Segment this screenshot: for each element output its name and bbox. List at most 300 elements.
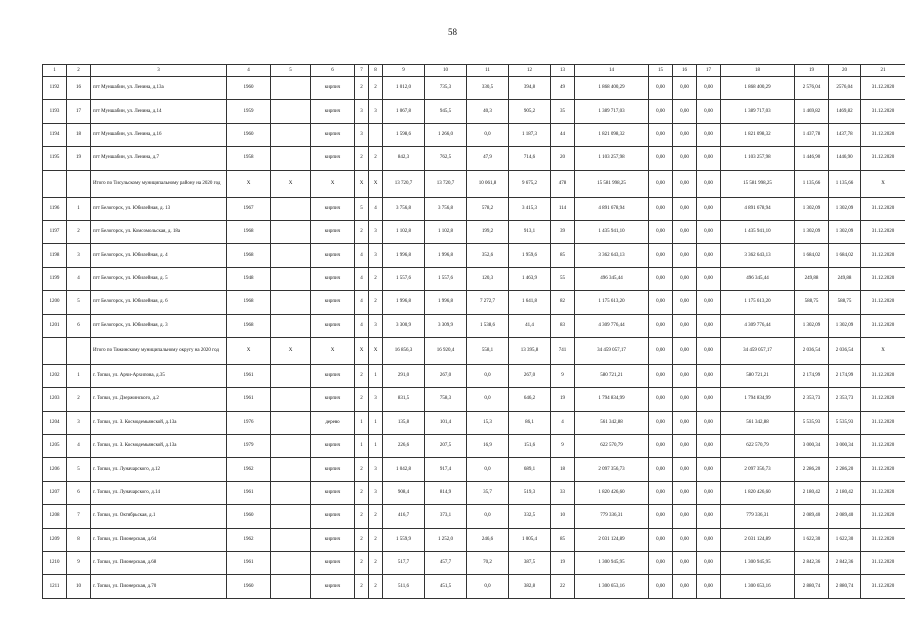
table-cell: 85 [551, 528, 575, 551]
table-cell: 1194 [43, 123, 67, 146]
table-cell: 4 891 678,94 [575, 197, 649, 220]
table-cell: 1 996,8 [383, 291, 425, 314]
table-cell: X [271, 337, 311, 364]
table-cell: 2 [355, 552, 369, 575]
table-cell: 0,00 [673, 197, 697, 220]
table-cell: 1204 [43, 411, 67, 434]
table-cell: 1 794 834,99 [721, 388, 795, 411]
table-cell: 0,00 [649, 77, 673, 100]
housing-repair-table [42, 64, 905, 599]
table-cell: кирпич [311, 220, 355, 243]
column-number-cell: 8 [369, 65, 383, 77]
table-cell: 2 286,20 [829, 458, 861, 481]
table-cell: 1960 [227, 77, 271, 100]
table-cell: 2 [369, 505, 383, 528]
table-cell: 2 [369, 528, 383, 551]
table-cell: 3 000,34 [795, 435, 829, 458]
table-row [43, 528, 905, 551]
table-cell: 1446,90 [829, 147, 861, 170]
table-cell [271, 435, 311, 458]
table-cell: 13 720,7 [383, 170, 425, 197]
table-cell: 0,00 [649, 388, 673, 411]
table-cell: 1209 [43, 528, 67, 551]
table-cell: 2 031 124,89 [575, 528, 649, 551]
table-cell: 2 880,74 [829, 575, 861, 598]
table-cell: 249,88 [795, 267, 829, 290]
address-cell: пгт Белогорск, ул. Юбилейная, д. 4 [91, 244, 227, 267]
table-cell: 15,3 [467, 411, 509, 434]
table-cell: 1 437,78 [795, 123, 829, 146]
table-cell: 2 174,99 [795, 364, 829, 387]
table-cell: 457,7 [425, 552, 467, 575]
table-cell: 0,00 [673, 481, 697, 504]
table-cell: 7 272,7 [467, 291, 509, 314]
table-cell: X [311, 170, 355, 197]
table-cell: 1 559,9 [383, 528, 425, 551]
table-cell: 1 868 400,29 [721, 77, 795, 100]
address-cell: г. Топки, ул. Арчи-Архипова, д.35 [91, 364, 227, 387]
table-cell: 1 821 098,32 [721, 123, 795, 146]
table-cell: 5 [67, 291, 91, 314]
table-row [43, 314, 905, 337]
table-cell: 19 [551, 552, 575, 575]
table-cell: кирпич [311, 77, 355, 100]
table-row [43, 77, 905, 100]
table-cell: кирпич [311, 458, 355, 481]
table-cell: 779 336,31 [721, 505, 795, 528]
table-cell: 22 [551, 575, 575, 598]
table-cell: 0,00 [673, 170, 697, 197]
table-cell: 2 842,36 [829, 552, 861, 575]
table-cell [271, 291, 311, 314]
table-cell: 6 [67, 314, 91, 337]
table-cell: 1199 [43, 267, 67, 290]
address-cell: г. Топки, ул. З. Космодемьянской, д.13а [91, 411, 227, 434]
table-cell: 1 187,3 [509, 123, 551, 146]
table-cell: 561 342,88 [721, 411, 795, 434]
table-cell: X [369, 337, 383, 364]
table-cell: 1960 [227, 505, 271, 528]
table-cell: 0,00 [697, 100, 721, 123]
table-cell: 31.12.2020 [861, 388, 905, 411]
table-cell [67, 170, 91, 197]
table-cell: 3 756,8 [425, 197, 467, 220]
table-cell: 1 622,30 [829, 528, 861, 551]
table-cell: 39 [551, 220, 575, 243]
table-row [43, 147, 905, 170]
table-cell: 31.12.2020 [861, 435, 905, 458]
table-cell: 0,00 [697, 147, 721, 170]
table-cell: 0,00 [697, 197, 721, 220]
table-cell: 3 [369, 244, 383, 267]
table-cell: 3 [369, 220, 383, 243]
table-cell: 2 097 356,73 [721, 458, 795, 481]
table-cell: кирпич [311, 100, 355, 123]
table-cell: 1437,78 [829, 123, 861, 146]
table-cell: 0,00 [673, 435, 697, 458]
table-cell: 2 [369, 77, 383, 100]
table-cell: кирпич [311, 388, 355, 411]
column-number-cell: 21 [861, 65, 905, 77]
table-cell: X [311, 337, 355, 364]
address-cell: г. Топки, ул. Октябрьская, д.1 [91, 505, 227, 528]
table-cell: 1 389 717,03 [575, 100, 649, 123]
table-cell: 1968 [227, 291, 271, 314]
table-cell: 15 581 998,25 [575, 170, 649, 197]
table-cell: 1967 [227, 197, 271, 220]
table-cell: 1961 [227, 481, 271, 504]
table-cell: 646,2 [509, 388, 551, 411]
table-cell: 5 [67, 458, 91, 481]
table-cell: 814,9 [425, 481, 467, 504]
table-cell: 2 180,42 [829, 481, 861, 504]
table-cell: 382,8 [509, 575, 551, 598]
table-cell: 6 [67, 481, 91, 504]
table-cell: 2 [369, 575, 383, 598]
column-number-cell: 2 [67, 65, 91, 77]
table-row [43, 552, 905, 575]
table-cell: 0,00 [673, 77, 697, 100]
table-cell: кирпич [311, 575, 355, 598]
table-cell: 0,00 [673, 314, 697, 337]
table-cell [271, 123, 311, 146]
table-cell: 226,6 [383, 435, 425, 458]
table-cell: 0,00 [649, 435, 673, 458]
table-cell: 4 309 776,44 [721, 314, 795, 337]
column-number-cell: 11 [467, 65, 509, 77]
table-cell: 3 [369, 100, 383, 123]
table-cell: 1968 [227, 314, 271, 337]
table-cell: 0,00 [673, 147, 697, 170]
table-cell [271, 314, 311, 337]
table-cell: 496 345,44 [721, 267, 795, 290]
table-cell: 905,2 [509, 100, 551, 123]
column-number-cell: 15 [649, 65, 673, 77]
table-cell: 2 353,73 [829, 388, 861, 411]
table-cell: 588,75 [795, 291, 829, 314]
table-cell: 1 [369, 435, 383, 458]
address-cell: пгт Муншабин, ул. Ленина, д.16 [91, 123, 227, 146]
table-cell: 0,0 [467, 364, 509, 387]
table-cell: 416,7 [383, 505, 425, 528]
table-cell: 0,00 [673, 123, 697, 146]
table-cell: 1211 [43, 575, 67, 598]
table-cell: 31.12.2020 [861, 552, 905, 575]
column-number-cell: 4 [227, 65, 271, 77]
table-cell: 622 570,79 [721, 435, 795, 458]
table-cell: 4 [551, 411, 575, 434]
table-cell [271, 100, 311, 123]
table-cell: 1192 [43, 77, 67, 100]
table-cell: 1 794 834,99 [575, 388, 649, 411]
table-cell: X [227, 337, 271, 364]
table-cell: 2 180,42 [795, 481, 829, 504]
table-cell: 0,00 [673, 291, 697, 314]
table-cell: 31.12.2020 [861, 505, 905, 528]
table-cell: 1 996,8 [425, 244, 467, 267]
table-cell: 4 [355, 267, 369, 290]
table-cell: 1208 [43, 505, 67, 528]
table-cell: X [227, 170, 271, 197]
table-cell: 1 [67, 197, 91, 220]
table-cell: кирпич [311, 244, 355, 267]
table-cell: кирпич [311, 123, 355, 146]
table-cell: 114 [551, 197, 575, 220]
table-cell: кирпич [311, 291, 355, 314]
table-cell: 1 005,4 [509, 528, 551, 551]
table-cell: 2 [355, 575, 369, 598]
table-cell: 249,88 [829, 267, 861, 290]
table-cell: 1 435 941,10 [721, 220, 795, 243]
table-cell: 741 [551, 337, 575, 364]
address-cell: г. Топки, ул. Пионерская, д.70 [91, 575, 227, 598]
table-cell: 0,00 [673, 100, 697, 123]
table-cell: 1202 [43, 364, 67, 387]
table-cell: 3 [67, 411, 91, 434]
table-cell: 0,00 [697, 505, 721, 528]
table-cell [271, 481, 311, 504]
column-number-cell: 6 [311, 65, 355, 77]
table-cell: 31.12.2020 [861, 147, 905, 170]
table-cell: 2 [355, 505, 369, 528]
table-cell: 4 [355, 291, 369, 314]
table-cell: X [369, 170, 383, 197]
address-cell: Итого по Тисульскому муниципальному району на 2020 год [91, 170, 227, 197]
table-cell: 1 [369, 364, 383, 387]
table-cell: 0,00 [697, 388, 721, 411]
table-cell: 4 [67, 267, 91, 290]
table-cell: 1198 [43, 244, 67, 267]
table-cell: 1 [369, 411, 383, 434]
table-cell: 1 [355, 411, 369, 434]
table-cell: 0,00 [649, 481, 673, 504]
table-cell: 20 [551, 147, 575, 170]
table-cell: 101,4 [425, 411, 467, 434]
table-cell: 1 135,66 [829, 170, 861, 197]
table-cell: 16,9 [467, 435, 509, 458]
table-cell: X [355, 337, 369, 364]
table-cell: 945,5 [425, 100, 467, 123]
table-cell: 5 535,93 [795, 411, 829, 434]
table-cell: 31.12.2020 [861, 197, 905, 220]
table-cell: 1210 [43, 552, 67, 575]
table-cell: 31.12.2020 [861, 123, 905, 146]
table-cell: 291,0 [383, 364, 425, 387]
table-cell: 0,00 [673, 388, 697, 411]
table-cell: 2 036,54 [829, 337, 861, 364]
table-cell: 0,00 [697, 411, 721, 434]
table-row [43, 123, 905, 146]
column-number-row [43, 65, 905, 77]
table-cell: 18 [551, 458, 575, 481]
table-row [43, 100, 905, 123]
table-cell: 2 [355, 364, 369, 387]
address-cell: г. Топки, ул. Луначарского, д.14 [91, 481, 227, 504]
table-cell: 49 [551, 77, 575, 100]
table-cell: 2 [369, 147, 383, 170]
table-cell: кирпич [311, 267, 355, 290]
table-cell: 10 061,8 [467, 170, 509, 197]
table-cell: 3 362 643,13 [575, 244, 649, 267]
table-cell: кирпич [311, 505, 355, 528]
table-cell: 1968 [227, 220, 271, 243]
table-cell: 2576,04 [829, 77, 861, 100]
table-cell: 0,00 [649, 267, 673, 290]
table-cell: 207,5 [425, 435, 467, 458]
table-cell: 1962 [227, 528, 271, 551]
table-cell: 1 300 653,16 [575, 575, 649, 598]
table-cell: 0,00 [697, 123, 721, 146]
table-cell: 1960 [227, 123, 271, 146]
table-cell: 34 459 057,17 [721, 337, 795, 364]
table-cell: 13 395,8 [509, 337, 551, 364]
table-cell: 580 721,21 [721, 364, 795, 387]
table-cell: 0,00 [649, 291, 673, 314]
column-number-cell: 16 [673, 65, 697, 77]
column-number-cell: 12 [509, 65, 551, 77]
table-cell: 842,3 [383, 147, 425, 170]
table-cell: 519,3 [509, 481, 551, 504]
table-cell: 1 446,90 [795, 147, 829, 170]
table-row [43, 244, 905, 267]
table-cell: 1207 [43, 481, 67, 504]
table-cell: 496 345,44 [575, 267, 649, 290]
table-cell: 3 [369, 314, 383, 337]
table-cell: 31.12.2020 [861, 411, 905, 434]
table-cell: 0,00 [673, 337, 697, 364]
table-row [43, 388, 905, 411]
table-cell: 1961 [227, 388, 271, 411]
table-cell: 1960 [227, 575, 271, 598]
table-cell: 1 [67, 364, 91, 387]
address-cell: пгт Муншабин, ул. Ленина, д.14 [91, 100, 227, 123]
table-row [43, 505, 905, 528]
table-cell: 1 821 098,32 [575, 123, 649, 146]
table-cell: 332,5 [509, 505, 551, 528]
table-cell: 2 [355, 388, 369, 411]
table-cell: 1 103 257,98 [575, 147, 649, 170]
table-cell: 0,00 [673, 575, 697, 598]
table-cell: 0,00 [697, 244, 721, 267]
table-cell: 1 300 945,95 [721, 552, 795, 575]
table-cell: 0,00 [697, 220, 721, 243]
table-cell: кирпич [311, 364, 355, 387]
table-cell: 1 302,09 [795, 197, 829, 220]
table-cell: 3 300,9 [383, 314, 425, 337]
table-cell: 511,6 [383, 575, 425, 598]
column-number-cell: 1 [43, 65, 67, 77]
table-cell: 2 [67, 388, 91, 411]
table-cell: 3 [369, 388, 383, 411]
table-cell: 199,2 [467, 220, 509, 243]
table-cell: 86,1 [509, 411, 551, 434]
table-cell: 3 000,34 [829, 435, 861, 458]
table-cell: 1 820 426,60 [721, 481, 795, 504]
table-cell: 1948 [227, 267, 271, 290]
table-row [43, 458, 905, 481]
table-cell: 0,00 [649, 505, 673, 528]
table-row [43, 575, 905, 598]
table-cell: 1961 [227, 552, 271, 575]
column-number-cell: 18 [721, 65, 795, 77]
table-cell: 2 036,54 [795, 337, 829, 364]
table-cell: 735,3 [425, 77, 467, 100]
table-cell: 0,00 [673, 411, 697, 434]
table-cell: 0,00 [649, 314, 673, 337]
table-cell [271, 147, 311, 170]
table-cell: 33 [551, 481, 575, 504]
table-cell: 0,00 [697, 481, 721, 504]
table-cell: 135,8 [383, 411, 425, 434]
table-cell: 55 [551, 267, 575, 290]
table-cell: 1979 [227, 435, 271, 458]
table-cell: 1 389 717,03 [721, 100, 795, 123]
address-cell: г. Топки, ул. Пионерская, д.64 [91, 528, 227, 551]
address-cell: пгт Белогорск, ул. Юбилейная, д. 5 [91, 267, 227, 290]
table-cell: 917,4 [425, 458, 467, 481]
table-cell: 31.12.2020 [861, 291, 905, 314]
table-cell: 2 [355, 528, 369, 551]
table-cell: 1968 [227, 244, 271, 267]
address-cell: пгт Белогорск, ул. Комсомольская, д. 18а [91, 220, 227, 243]
table-cell: 4 309 776,44 [575, 314, 649, 337]
table-cell: 1 959,6 [509, 244, 551, 267]
table-cell: 1 868 400,29 [575, 77, 649, 100]
table-cell: 3 756,8 [383, 197, 425, 220]
table-cell: 1 175 613,20 [721, 291, 795, 314]
table-cell [67, 337, 91, 364]
table-cell [271, 552, 311, 575]
table-cell: 15 581 998,25 [721, 170, 795, 197]
table-cell: 19 [551, 388, 575, 411]
table-cell: 0,00 [649, 458, 673, 481]
table-cell: 1 622,30 [795, 528, 829, 551]
table-cell: 0,0 [467, 505, 509, 528]
table-cell: 2 089,40 [829, 505, 861, 528]
table-cell: 330,5 [467, 77, 509, 100]
table-cell: 35,7 [467, 481, 509, 504]
table-cell: 1197 [43, 220, 67, 243]
table-cell: 2 097 356,73 [575, 458, 649, 481]
table-cell: 714,6 [509, 147, 551, 170]
table-cell: 2 174,99 [829, 364, 861, 387]
table-cell [271, 220, 311, 243]
table-cell: 1 012,0 [383, 77, 425, 100]
table-cell: 1976 [227, 411, 271, 434]
table-cell: 1 135,66 [795, 170, 829, 197]
table-cell: 1 463,9 [509, 267, 551, 290]
table-cell: 0,00 [673, 458, 697, 481]
table-cell: 580 721,21 [575, 364, 649, 387]
table-cell: 1193 [43, 100, 67, 123]
table-cell: 0,00 [649, 528, 673, 551]
table-cell: 4 [355, 314, 369, 337]
table-cell: 31.12.2020 [861, 314, 905, 337]
table-cell: 3 [369, 458, 383, 481]
table-cell: 2 [369, 267, 383, 290]
table-cell: 1 102,8 [383, 220, 425, 243]
table-cell: 689,1 [509, 458, 551, 481]
table-cell: 4 891 678,94 [721, 197, 795, 220]
table-cell: 0,00 [697, 552, 721, 575]
table-cell: 31.12.2020 [861, 528, 905, 551]
table-cell: 2 353,73 [795, 388, 829, 411]
address-cell: г. Топки, ул. Луначарского, д.12 [91, 458, 227, 481]
table-cell: 31.12.2020 [861, 458, 905, 481]
table-cell: 2 [67, 220, 91, 243]
table-cell: 2 [355, 458, 369, 481]
column-number-cell: 3 [91, 65, 227, 77]
